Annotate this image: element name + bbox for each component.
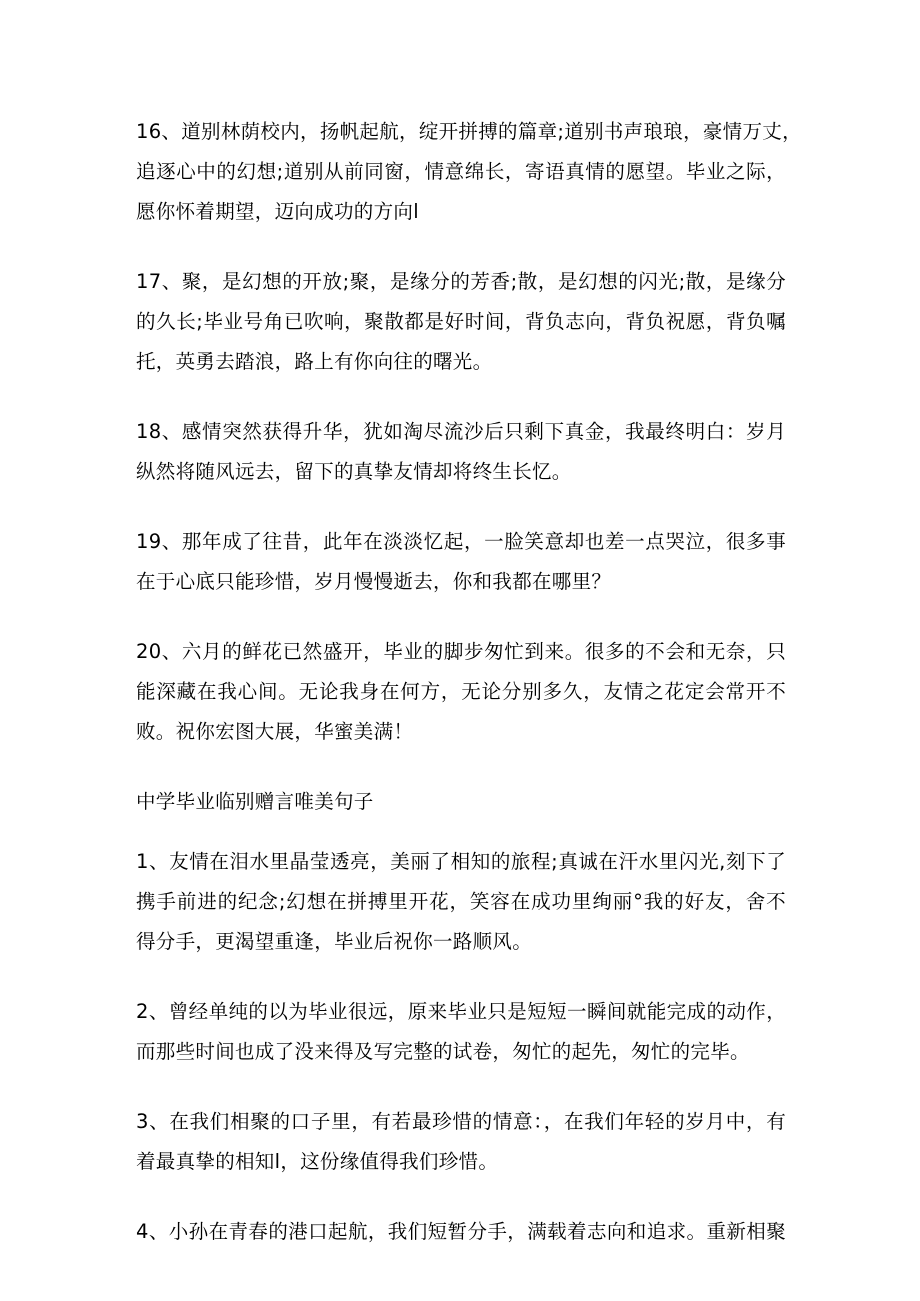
- text-line: 16、道别林荫校内，扬帆起航，绽开拼搏的篇章;道别书声琅琅，豪情万丈，: [136, 120, 802, 143]
- text-line: 在于心底只能珍惜，岁月慢慢逝去，你和我都在哪里？: [136, 570, 612, 593]
- text-line: 着最真挚的相知l，这份缘值得我们珍惜。: [136, 1150, 499, 1173]
- text-line: 4、小孙在青春的港口起航，我们短暂分手，满载着志向和追求。重新相聚: [136, 1220, 786, 1243]
- section-heading: [136, 782, 786, 822]
- text-line: 18、感情突然获得升华，犹如淘尽流沙后只剩下真金，我最终明白：岁月: [136, 420, 786, 443]
- paragraph-19: [136, 522, 786, 602]
- paragraph-1: [136, 842, 786, 962]
- paragraph-16: [136, 112, 802, 232]
- text-line: 能深藏在我心间。无论我身在何方，无论分别多久，友情之花定会常开不: [136, 680, 786, 703]
- text-line: 2、曾经单纯的以为毕业很远，原来毕业只是短短一瞬间就能完成的动作，: [136, 1000, 786, 1023]
- section-title: 中学毕业临别赠言唯美句子: [136, 790, 374, 813]
- text-line: 托，英勇去踏浪，路上有你向往的曙光。: [136, 350, 493, 373]
- document-body: [136, 112, 802, 1282]
- paragraph-3: [136, 1102, 786, 1182]
- text-line: 的久长;毕业号角已吹响，聚散都是好时间，背负志向，背负祝愿，背负嘱: [136, 310, 786, 333]
- text-line: 纵然将随风远去，留下的真挚友情却将终生长忆。: [136, 460, 572, 483]
- text-line: 败。祝你宏图大展，华蜜美满！: [136, 720, 414, 743]
- text-line: 1、友情在泪水里晶莹透亮，美丽了相知的旅程;真诚在汗水里闪光,刻下了: [136, 850, 786, 873]
- text-line: 得分手，更渴望重逢，毕业后祝你一路顺风。: [136, 930, 533, 953]
- text-line: 20、六月的鲜花已然盛开，毕业的脚步匆忙到来。很多的不会和无奈，只: [136, 640, 786, 663]
- text-line: 3、在我们相聚的口子里，有若最珍惜的情意：，在我们年轻的岁月中，有: [136, 1110, 786, 1133]
- paragraph-18: [136, 412, 786, 492]
- paragraph-20: [136, 632, 786, 752]
- text-line: 追逐心中的幻想;道别从前同窗，情意绵长，寄语真情的愿望。毕业之际，: [136, 160, 786, 183]
- text-line: 而那些时间也成了没来得及写完整的试卷，匆忙的起先，匆忙的完毕。: [136, 1040, 750, 1063]
- paragraph-4: [136, 1212, 786, 1252]
- paragraph-2: [136, 992, 786, 1072]
- text-line: 19、那年成了往昔，此年在淡淡忆起，一脸笑意却也差一点哭泣，很多事: [136, 530, 786, 553]
- text-line: 愿你怀着期望，迈向成功的方向l: [136, 200, 419, 223]
- text-line: 17、聚，是幻想的开放;聚，是缘分的芳香;散，是幻想的闪光;散，是缘分: [136, 270, 786, 293]
- text-line: 携手前进的纪念;幻想在拼搏里开花，笑容在成功里绚丽°我的好友，舍不: [136, 890, 786, 913]
- paragraph-17: [136, 262, 786, 382]
